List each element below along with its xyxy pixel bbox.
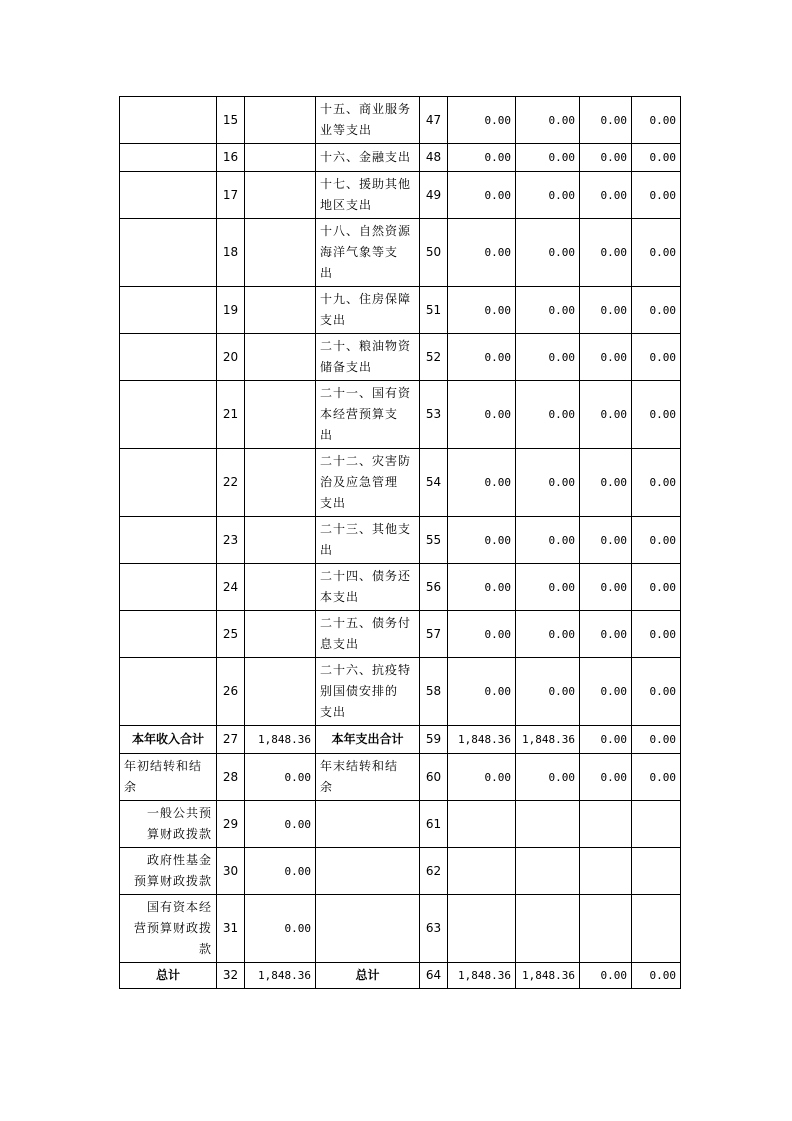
income-item xyxy=(120,334,217,381)
expense-general-budget: 1,848.36 xyxy=(516,963,580,989)
expense-state-capital: 0.00 xyxy=(632,658,681,726)
income-sub-item: 国有资本经 营预算财政拨 款 xyxy=(120,895,217,963)
table-row xyxy=(120,801,681,848)
income-item xyxy=(120,449,217,517)
expense-gov-fund: 0.00 xyxy=(580,517,632,564)
expense-row-no: 54 xyxy=(420,449,448,517)
expense-general-budget xyxy=(516,848,580,895)
expense-gov-fund: 0.00 xyxy=(580,219,632,287)
grand-total-expense-label: 总计 xyxy=(316,963,420,989)
expense-row-no: 57 xyxy=(420,611,448,658)
expense-row-no: 52 xyxy=(420,334,448,381)
table-row xyxy=(120,219,681,287)
expense-state-capital: 0.00 xyxy=(632,219,681,287)
expense-general-budget: 0.00 xyxy=(516,97,580,144)
expense-gov-fund xyxy=(580,801,632,848)
expense-state-capital xyxy=(632,895,681,963)
annual-income-total-label: 本年收入合计 xyxy=(120,726,217,754)
income-amount xyxy=(245,334,316,381)
expense-total: 0.00 xyxy=(448,658,516,726)
expense-total xyxy=(448,895,516,963)
income-item xyxy=(120,611,217,658)
income-row-no: 27 xyxy=(217,726,245,754)
expense-total: 0.00 xyxy=(448,144,516,172)
expense-row-no: 47 xyxy=(420,97,448,144)
expense-gov-fund xyxy=(580,895,632,963)
expense-general-budget: 0.00 xyxy=(516,334,580,381)
expense-item: 十九、住房保障 支出 xyxy=(316,287,420,334)
income-amount xyxy=(245,381,316,449)
expense-row-no: 62 xyxy=(420,848,448,895)
expense-general-budget: 0.00 xyxy=(516,381,580,449)
income-row-no: 20 xyxy=(217,334,245,381)
income-item xyxy=(120,219,217,287)
expense-total: 1,848.36 xyxy=(448,726,516,754)
expense-row-no: 60 xyxy=(420,754,448,801)
expense-state-capital: 0.00 xyxy=(632,381,681,449)
expense-total: 0.00 xyxy=(448,381,516,449)
expense-state-capital: 0.00 xyxy=(632,517,681,564)
expense-row-no: 50 xyxy=(420,219,448,287)
income-amount xyxy=(245,219,316,287)
expense-general-budget: 0.00 xyxy=(516,172,580,219)
expense-general-budget: 0.00 xyxy=(516,564,580,611)
income-row-no: 25 xyxy=(217,611,245,658)
expense-state-capital: 0.00 xyxy=(632,172,681,219)
expense-total: 0.00 xyxy=(448,334,516,381)
income-amount xyxy=(245,144,316,172)
income-item xyxy=(120,381,217,449)
income-row-no: 19 xyxy=(217,287,245,334)
income-row-no: 23 xyxy=(217,517,245,564)
expense-item xyxy=(316,848,420,895)
expense-row-no: 53 xyxy=(420,381,448,449)
expense-row-no: 63 xyxy=(420,895,448,963)
expense-row-no: 49 xyxy=(420,172,448,219)
annual-expense-total-label: 本年支出合计 xyxy=(316,726,420,754)
income-row-no: 21 xyxy=(217,381,245,449)
grand-total-income-label: 总计 xyxy=(120,963,217,989)
expense-general-budget: 0.00 xyxy=(516,287,580,334)
expense-state-capital: 0.00 xyxy=(632,963,681,989)
table-row xyxy=(120,334,681,381)
expense-state-capital: 0.00 xyxy=(632,564,681,611)
income-row-no: 16 xyxy=(217,144,245,172)
table-row xyxy=(120,564,681,611)
expense-item: 二十、粮油物资 储备支出 xyxy=(316,334,420,381)
budget-table xyxy=(119,96,681,989)
table-row xyxy=(120,172,681,219)
table-row xyxy=(120,449,681,517)
expense-general-budget: 0.00 xyxy=(516,658,580,726)
table-row xyxy=(120,848,681,895)
income-amount xyxy=(245,564,316,611)
expense-row-no: 55 xyxy=(420,517,448,564)
expense-state-capital xyxy=(632,801,681,848)
income-amount xyxy=(245,172,316,219)
expense-gov-fund xyxy=(580,848,632,895)
expense-item: 二十一、国有资 本经营预算支 出 xyxy=(316,381,420,449)
income-item xyxy=(120,517,217,564)
income-row-no: 28 xyxy=(217,754,245,801)
expense-general-budget: 0.00 xyxy=(516,754,580,801)
expense-row-no: 64 xyxy=(420,963,448,989)
expense-gov-fund: 0.00 xyxy=(580,144,632,172)
expense-item: 十六、金融支出 xyxy=(316,144,420,172)
income-amount xyxy=(245,449,316,517)
expense-gov-fund: 0.00 xyxy=(580,963,632,989)
expense-state-capital: 0.00 xyxy=(632,449,681,517)
expense-item: 十五、商业服务 业等支出 xyxy=(316,97,420,144)
expense-item: 十七、援助其他 地区支出 xyxy=(316,172,420,219)
expense-item: 二十二、灾害防 治及应急管理 支出 xyxy=(316,449,420,517)
expense-gov-fund: 0.00 xyxy=(580,172,632,219)
expense-total: 0.00 xyxy=(448,97,516,144)
table-row xyxy=(120,658,681,726)
expense-state-capital: 0.00 xyxy=(632,754,681,801)
income-row-no: 15 xyxy=(217,97,245,144)
expense-row-no: 61 xyxy=(420,801,448,848)
expense-item xyxy=(316,801,420,848)
expense-state-capital xyxy=(632,848,681,895)
expense-gov-fund: 0.00 xyxy=(580,564,632,611)
expense-total: 1,848.36 xyxy=(448,963,516,989)
income-item: 年初结转和结 余 xyxy=(120,754,217,801)
income-amount xyxy=(245,517,316,564)
income-amount xyxy=(245,658,316,726)
income-amount xyxy=(245,97,316,144)
expense-general-budget: 0.00 xyxy=(516,517,580,564)
income-amount xyxy=(245,287,316,334)
income-sub-item: 一般公共预 算财政拨款 xyxy=(120,801,217,848)
expense-item: 二十三、其他支 出 xyxy=(316,517,420,564)
table-row xyxy=(120,144,681,172)
expense-gov-fund: 0.00 xyxy=(580,754,632,801)
expense-row-no: 48 xyxy=(420,144,448,172)
expense-gov-fund: 0.00 xyxy=(580,97,632,144)
table-row xyxy=(120,517,681,564)
income-amount: 0.00 xyxy=(245,848,316,895)
expense-state-capital: 0.00 xyxy=(632,334,681,381)
table-row xyxy=(120,97,681,144)
table-row xyxy=(120,611,681,658)
expense-total: 0.00 xyxy=(448,287,516,334)
income-sub-item: 政府性基金 预算财政拨款 xyxy=(120,848,217,895)
income-row-no: 22 xyxy=(217,449,245,517)
expense-general-budget: 0.00 xyxy=(516,219,580,287)
income-amount: 0.00 xyxy=(245,895,316,963)
expense-total: 0.00 xyxy=(448,449,516,517)
expense-row-no: 56 xyxy=(420,564,448,611)
expense-total: 0.00 xyxy=(448,564,516,611)
income-item xyxy=(120,172,217,219)
expense-state-capital: 0.00 xyxy=(632,97,681,144)
expense-total: 0.00 xyxy=(448,611,516,658)
income-amount: 0.00 xyxy=(245,801,316,848)
expense-general-budget: 0.00 xyxy=(516,449,580,517)
income-row-no: 32 xyxy=(217,963,245,989)
income-item xyxy=(120,144,217,172)
income-row-no: 24 xyxy=(217,564,245,611)
expense-total xyxy=(448,848,516,895)
expense-row-no: 58 xyxy=(420,658,448,726)
expense-item: 二十六、抗疫特 别国债安排的 支出 xyxy=(316,658,420,726)
expense-general-budget: 1,848.36 xyxy=(516,726,580,754)
income-row-no: 31 xyxy=(217,895,245,963)
income-amount: 1,848.36 xyxy=(245,726,316,754)
income-row-no: 26 xyxy=(217,658,245,726)
income-amount xyxy=(245,611,316,658)
expense-total: 0.00 xyxy=(448,172,516,219)
expense-gov-fund: 0.00 xyxy=(580,287,632,334)
expense-row-no: 51 xyxy=(420,287,448,334)
expense-state-capital: 0.00 xyxy=(632,726,681,754)
table-row xyxy=(120,754,681,801)
expense-item: 年末结转和结 余 xyxy=(316,754,420,801)
income-row-no: 18 xyxy=(217,219,245,287)
expense-gov-fund: 0.00 xyxy=(580,381,632,449)
table-row xyxy=(120,895,681,963)
annual-total-row xyxy=(120,726,681,754)
expense-item: 二十四、债务还 本支出 xyxy=(316,564,420,611)
expense-item: 二十五、债务付 息支出 xyxy=(316,611,420,658)
expense-state-capital: 0.00 xyxy=(632,287,681,334)
income-row-no: 30 xyxy=(217,848,245,895)
income-amount: 1,848.36 xyxy=(245,963,316,989)
expense-general-budget xyxy=(516,895,580,963)
expense-item xyxy=(316,895,420,963)
expense-gov-fund: 0.00 xyxy=(580,611,632,658)
table-row xyxy=(120,381,681,449)
expense-gov-fund: 0.00 xyxy=(580,449,632,517)
income-amount: 0.00 xyxy=(245,754,316,801)
expense-row-no: 59 xyxy=(420,726,448,754)
expense-gov-fund: 0.00 xyxy=(580,334,632,381)
expense-item: 十八、自然资源 海洋气象等支 出 xyxy=(316,219,420,287)
expense-state-capital: 0.00 xyxy=(632,611,681,658)
expense-general-budget: 0.00 xyxy=(516,144,580,172)
income-item xyxy=(120,564,217,611)
income-row-no: 17 xyxy=(217,172,245,219)
expense-total xyxy=(448,801,516,848)
expense-total: 0.00 xyxy=(448,517,516,564)
expense-total: 0.00 xyxy=(448,219,516,287)
grand-total-row xyxy=(120,963,681,989)
income-item xyxy=(120,287,217,334)
income-row-no: 29 xyxy=(217,801,245,848)
expense-gov-fund: 0.00 xyxy=(580,658,632,726)
table-row xyxy=(120,287,681,334)
income-item xyxy=(120,97,217,144)
expense-general-budget: 0.00 xyxy=(516,611,580,658)
income-item xyxy=(120,658,217,726)
expense-general-budget xyxy=(516,801,580,848)
expense-total: 0.00 xyxy=(448,754,516,801)
expense-state-capital: 0.00 xyxy=(632,144,681,172)
expense-gov-fund: 0.00 xyxy=(580,726,632,754)
